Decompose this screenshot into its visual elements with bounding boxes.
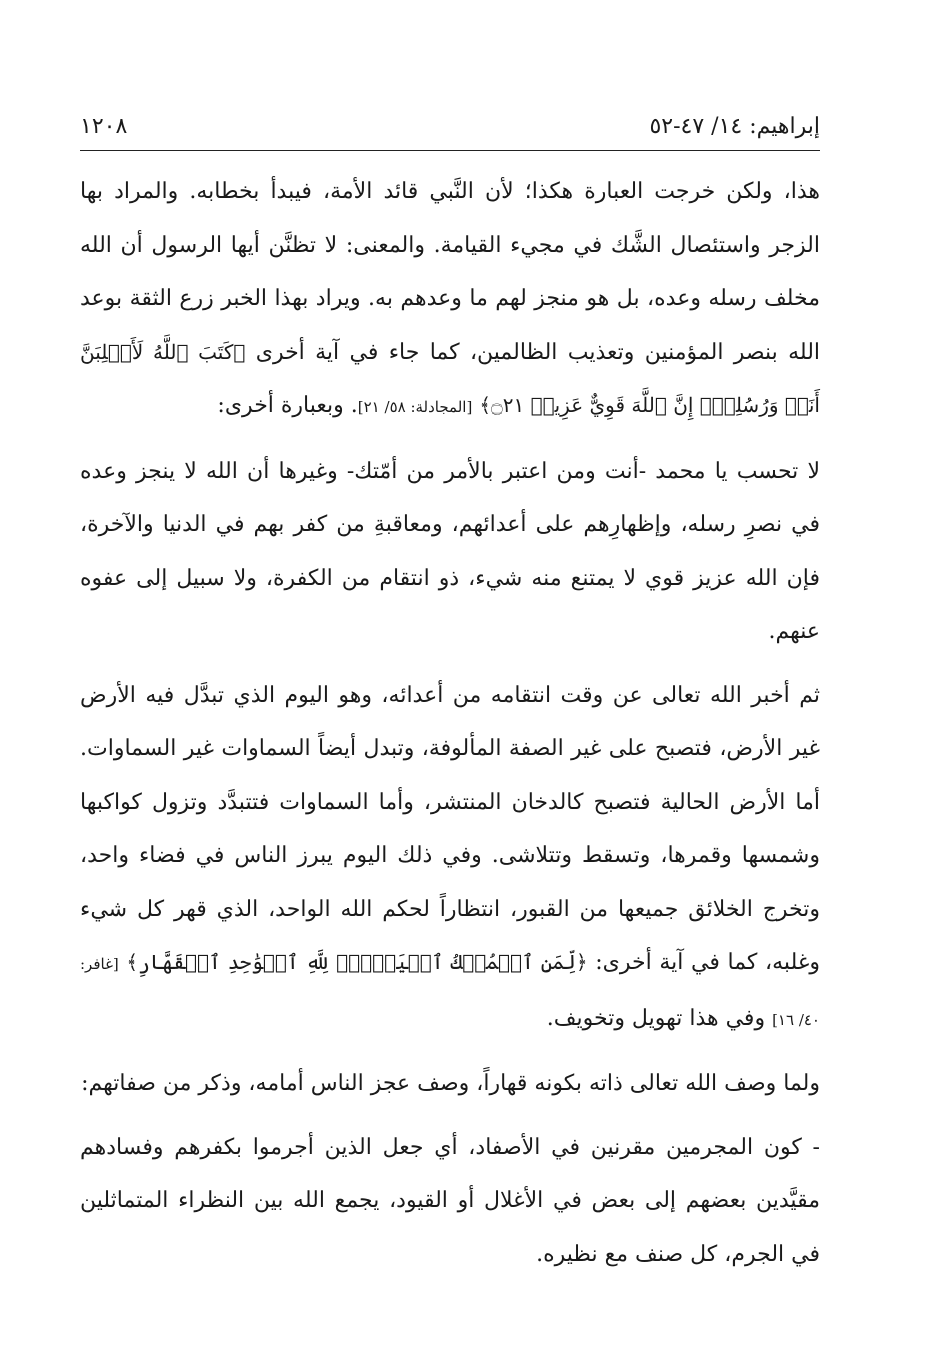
chapter-reference: إبراهيم: ١٤/ ٤٧-٥٢ — [649, 114, 820, 139]
paragraph-1-text: هذا، ولكن خرجت العبارة هكذا؛ لأن النَّبي قائد الأمة، فيبدأ بخطابه. والمراد بها الزجر واستئصال الشَّك في مجيء القيامة. والمعنى: لا تظنَّن أيها الرسول أن الله مخلف رسله وعده، بل هو منجز لهم ما وعدهم به. ويراد بهذا الخبر زرع الثقة بوعد الله بنصر المؤمنين وتعذيب الظالمين، كما جاء في آية أخرى — [80, 179, 821, 365]
paragraph-3-text: ثم أخبر الله تعالى عن وقت انتقامه من أعدائه، وهو اليوم الذي تبدَّل فيه الأرض غير الأرض، فتصبح على غير الصفة المألوفة، وتبدل أيضاً السماوات غير السماوات. أما الأرض الحالية فتصبح كالدخان المنتشر، وأما السماوات فتتبدَّد وتزول كواكبها وشمسها وقمرها، وتسقط وتتلاشى. وفي ذلك اليوم يبرز الناس في فضاء واحد، وتخرج الخلائق جميعها من القبور، انتظاراً لحكم الله الواحد، الذي قهر كل شيء وغلبه، كما في آية أخرى: — [80, 682, 820, 975]
paragraph-1 — [80, 165, 820, 435]
paragraph-2: لا تحسب يا محمد -أنت ومن اعتبر بالأمر من أمّتك- وغيرها أن الله لا ينجز وعده في نصرِ رسله، وإظهارِهم على أعدائهم، ومعاقبةِ من كفر بهم في الدنيا والآخرة، فإن الله عزيز قوي لا يمتنع منه شيء، ذو انتقام من الكفرة، ولا سبيل إلى عفوه عنهم. — [80, 458, 820, 644]
paragraph-3 — [80, 669, 820, 1048]
paragraph-5: - كون المجرمين مقرنين في الأصفاد، أي جعل الذين أجرموا بكفرهم وفسادهم مقيَّدين بعضهم إلى بعض في الأغلال أو القيود، يجمع الله بين النظراء المتماثلين في الجرم، كل صنف مع نظيره. — [80, 1134, 820, 1267]
quran-verse: ﴿كَتَبَ ٱللَّهُ لَأَغۡلِبَنَّ أَنَا۠ وَرُسُلِيٓۚ إِنَّ ٱللَّهَ قَوِيٌّ عَزِيزٞ ۝٢١﴾ — [80, 339, 820, 417]
verse-reference: [غافر: ٤٠/ ١٦] — [80, 955, 820, 1029]
book-page — [80, 110, 820, 1281]
paragraph-4: ولما وصف الله تعالى ذاته بكونه قهاراً، وصف عجز الناس أمامه، وذكر من صفاتهم: — [81, 1071, 820, 1096]
header-divider — [80, 150, 820, 151]
paragraph-1-tail: . وبعبارة أخرى: — [217, 393, 358, 418]
paragraph-3-tail: وفي هذا تهويل وتخويف. — [546, 1005, 773, 1031]
page-header — [80, 110, 820, 150]
verse-reference: [المجادلة: ٥٨/ ٢١] — [357, 398, 473, 416]
page-number: ١٢٠٨ — [80, 114, 128, 139]
quran-verse: ﴿لِّمَنِ ٱلۡمُلۡكُ ٱلۡيَوۡمَۖ لِلَّهِ ٱلۡوَٰحِدِ ٱلۡقَهَّارِ﴾ — [126, 950, 588, 974]
